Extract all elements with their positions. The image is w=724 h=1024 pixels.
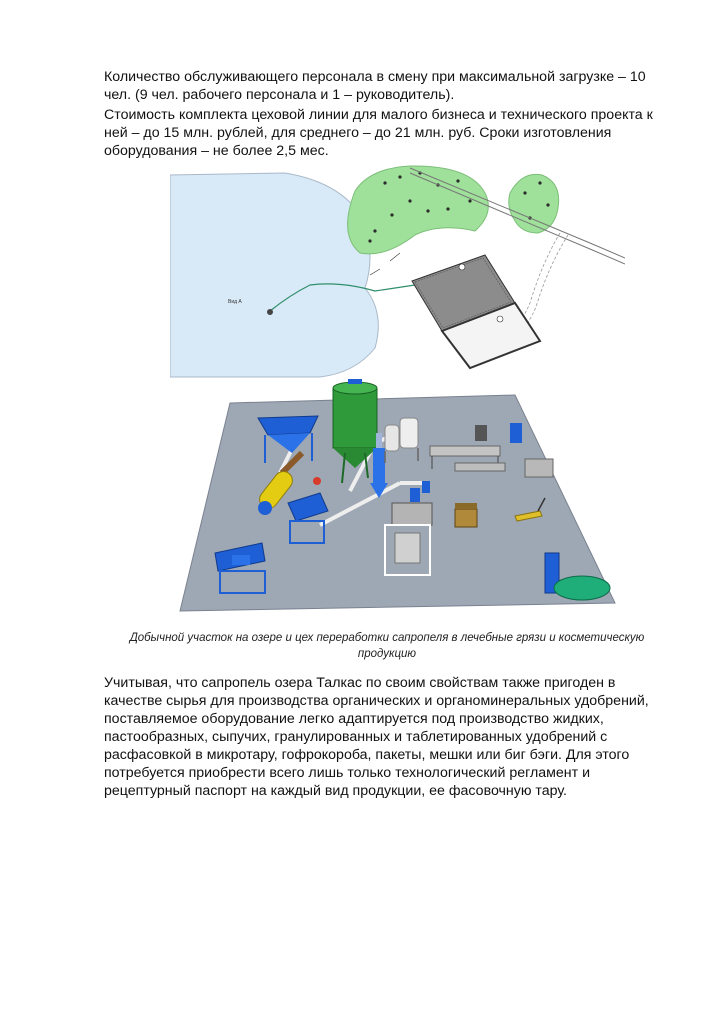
site-plots bbox=[412, 255, 540, 368]
paragraph-staff: Количество обслуживающего персонала в смену при максимальной загрузке – 10 чел. (9 чел. рабочего персонала и 1 – руководитель). bbox=[104, 69, 646, 103]
forest-area-small bbox=[509, 174, 559, 233]
map-label: Вид А bbox=[228, 299, 242, 305]
lake bbox=[170, 173, 378, 377]
workshop-3d bbox=[180, 379, 615, 611]
figure-caption: Добычной участок на озере и цех переработки сапропеля в лечебные грязи и косметическую продукцию bbox=[129, 632, 645, 660]
paragraph-cost: Стоимость комплекта цеховой линии для малого бизнеса и технического проекта к ней – до 15 млн. рублей, для среднего – до 21 млн. руб. Сроки изготовления оборудования – не более 2,5 мес. bbox=[104, 107, 653, 159]
pallets bbox=[455, 503, 477, 527]
site-map bbox=[170, 166, 625, 377]
paragraph-fertilizer: Учитывая, что сапропель озера Талкас по своим свойствам также пригоден в качестве сырья для производства органических и органоминеральных удобрений, поставляемое оборудование легко адаптируется под производство жидких, пастообразных, сыпучих, гранулированных и таблетированных удобрений с расфасовкой в микротару, гофрокороба, пакеты, мешки или биг бэги. Для этого потребуется приобрести всего лишь только технологический регламент и рецептурный паспорт на каждый вид продукции, ее фасовочную тару. bbox=[104, 675, 649, 799]
figure-illustration bbox=[170, 163, 625, 615]
